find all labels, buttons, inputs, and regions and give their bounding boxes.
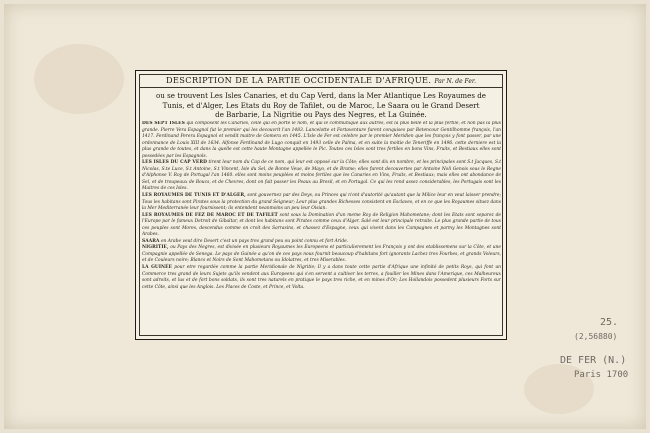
section-tunis-alger	[142, 193, 501, 213]
section-nigritie	[142, 245, 501, 265]
engraved-plate	[135, 70, 507, 340]
section-text: ou Pays des Negres, est divisée en plusieurs Royaumes les Europeens et particulierement les François y ont des etablissemens sur la Côte, et une Compagnie appellée de Senega. Le pays de Guinée a qu'on de ces pays nous fournit beaucoup d'habitans fort ignorants Lachez tres Fourbes, et grands Voleurs, et de Couleurs noire; Blancs et Noirs de Sont Mahometans ou Idolatres, et tres Miserables.	[142, 245, 501, 264]
section-text: qui composent les Canaries, celle qui en porte le nom, et qui le communique aux autres, est la plus belle et la plus fertile, et non pas la plus grande. Pierre Vera Espagnol fut le premier qui les decouvrit l'an 1483. Lancelotte et Fortaventure furent conquises par Betencour Gentilhomme françois, l'an 1417. Ferdinand Perera Espagnol et vendit maitre de Gomera en 1445. L'Isle de Fer est celebre par le premier Meridien que les françois y font passer, par une ordonnance de Louis XIII de 1634. Alfonse Ferdinand de Lugo conquit en 1493 celle de Palma, et en suite la moitie de Teneriffe en 1496. cette derniere est la plus grande de toutes, et dans la quelle est cette haute Montagne appellée le Pic. Toutes ces Isles sont tres fertiles en bons Vins, Fruits, et Bestiaux elles sont possedées par les Espagnols.	[142, 121, 501, 159]
document-title	[136, 75, 506, 85]
section-text: sont sous la Domination d'un meme Roy de Religion Mahometane; dont les Etats sont separez de l'Europe par le fameux Detroit de Gibaltar, et dont les habitans sont Pirates comme ceux d'Alger. Salé est leur principale retraite. Le plus grande partie de tous ces peuples sont Mores, descendus comme on croit des Sarrasins, et chassez d'Espagne, ceux qui vivent dans les Campagnes et parmy les Montagnes sont Arabes.	[142, 212, 501, 238]
subtitle-line: ou se trouvent Les Isles Canaries, et du Cap Verd, dans la Mer Atlantique Les Royaumes de	[156, 91, 486, 100]
title-divider	[139, 87, 503, 88]
pencil-note-inventory: (2,56880)	[574, 332, 618, 341]
section-heading: NIGRITIE,	[142, 245, 169, 251]
section-heading: LA GUINÉE	[142, 265, 173, 271]
section-guinee	[142, 265, 501, 291]
section-cap-verd	[142, 160, 501, 193]
subtitle-line: de Barbarie, La Nigritie ou Pays des Negres, et La Guinée.	[215, 110, 427, 119]
pencil-note-place-date: Paris 1700	[574, 370, 629, 380]
section-text: tirent leur nom du Cap de ce nom, qui leur est opposé sur la Côte; elles sont dix en nombre, et les principales sont S.t Jacques, S.t Nicolas, S.te Luce, S.t Antoine, S.t Vincent, Isle du Sel, de Bonne Veue, de Mayo, et de Brame; elles furent decouvertes par Antoine Noli Genois sous le Regne d'Alphonse V. Roy de Portugal l'an 1460. elles sont moins peuplées et moins fertiles que les Canaries en Vins, Fruits, et Bestiaux; mais elles ont abondance de Sel, et de troupeaux de Boucs, et de Chevres, dont on fait passer les Peaux au Bresil, et en Portugal. Ce qui les rend assez considerables, les Portugais sont les Maitres de ces Isles.	[142, 160, 501, 192]
pencil-note-number: 25.	[600, 317, 619, 328]
description-body	[142, 121, 501, 336]
paper-sheet	[4, 4, 646, 429]
section-text: pour etre regardée comme la partie Meridionale de Nigritie; Il y a dans toute cette partie d'Afrique une infinité de petits Roys, qui font un Commerce tres grand de leurs Sujets qu'ils vendent aux Europeens qui s'en servent a cultiver les terres, a fouiller les Mines dans l'Amerique, ces Malheureux sont adroits, et lus et de fort bons soldats, ils sont tres naturels en pratique le pays tres riche, et en mines d'Or; Les Hollandois possedent plusieurs Forts sur cette Côte, ainsi que les Anglois. Les Places de Coste, et Prince, et Volta.	[142, 265, 501, 290]
pencil-note-author: DE FER (N.)	[560, 355, 627, 366]
section-text: en Arabe veut dire Desert c'est un pays tres grand peu ou point connu et fort Aride.	[160, 238, 349, 244]
document-subtitle	[144, 91, 498, 120]
section-heading: DES SEPT ISLES	[142, 121, 185, 126]
section-fez-maroc	[142, 213, 501, 239]
section-heading: LES ROYAUMES DE FEZ DE MAROC ET DE TAFILET	[142, 212, 278, 218]
section-text: sont gouvernez par des Deys, ou Princes qui n'ont d'autorité qu'autant que la Milice leur en veut laisser prendre; Tous les habitans sont Pirates sous la protection du grand Seigneur; Leur plus grandes Richesses consistent en Esclaves, et en ce que les Royaumes situez dans la Mer Mediterranée leur fournissent; ils entendent neanmoins un peu leur Oisian.	[142, 193, 501, 212]
paper-stain	[34, 44, 124, 114]
section-heading: LES ISLES DU CAP VERD	[142, 160, 207, 166]
subtitle-line: Tunis, et d'Alger, Les Etats du Roy de Tafilet, ou de Maroc, Le Saara ou le Grand Desert	[162, 100, 480, 110]
author-text: Par N. de Fer.	[434, 78, 477, 85]
section-heading: SAARA	[142, 238, 160, 244]
title-text: DESCRIPTION DE LA PARTIE OCCIDENTALE D'AFRIQUE.	[165, 75, 432, 85]
section-heading: LES ROYAUMES DE TUNIS ET D'ALGER,	[142, 193, 246, 199]
section-canaries	[142, 121, 501, 160]
